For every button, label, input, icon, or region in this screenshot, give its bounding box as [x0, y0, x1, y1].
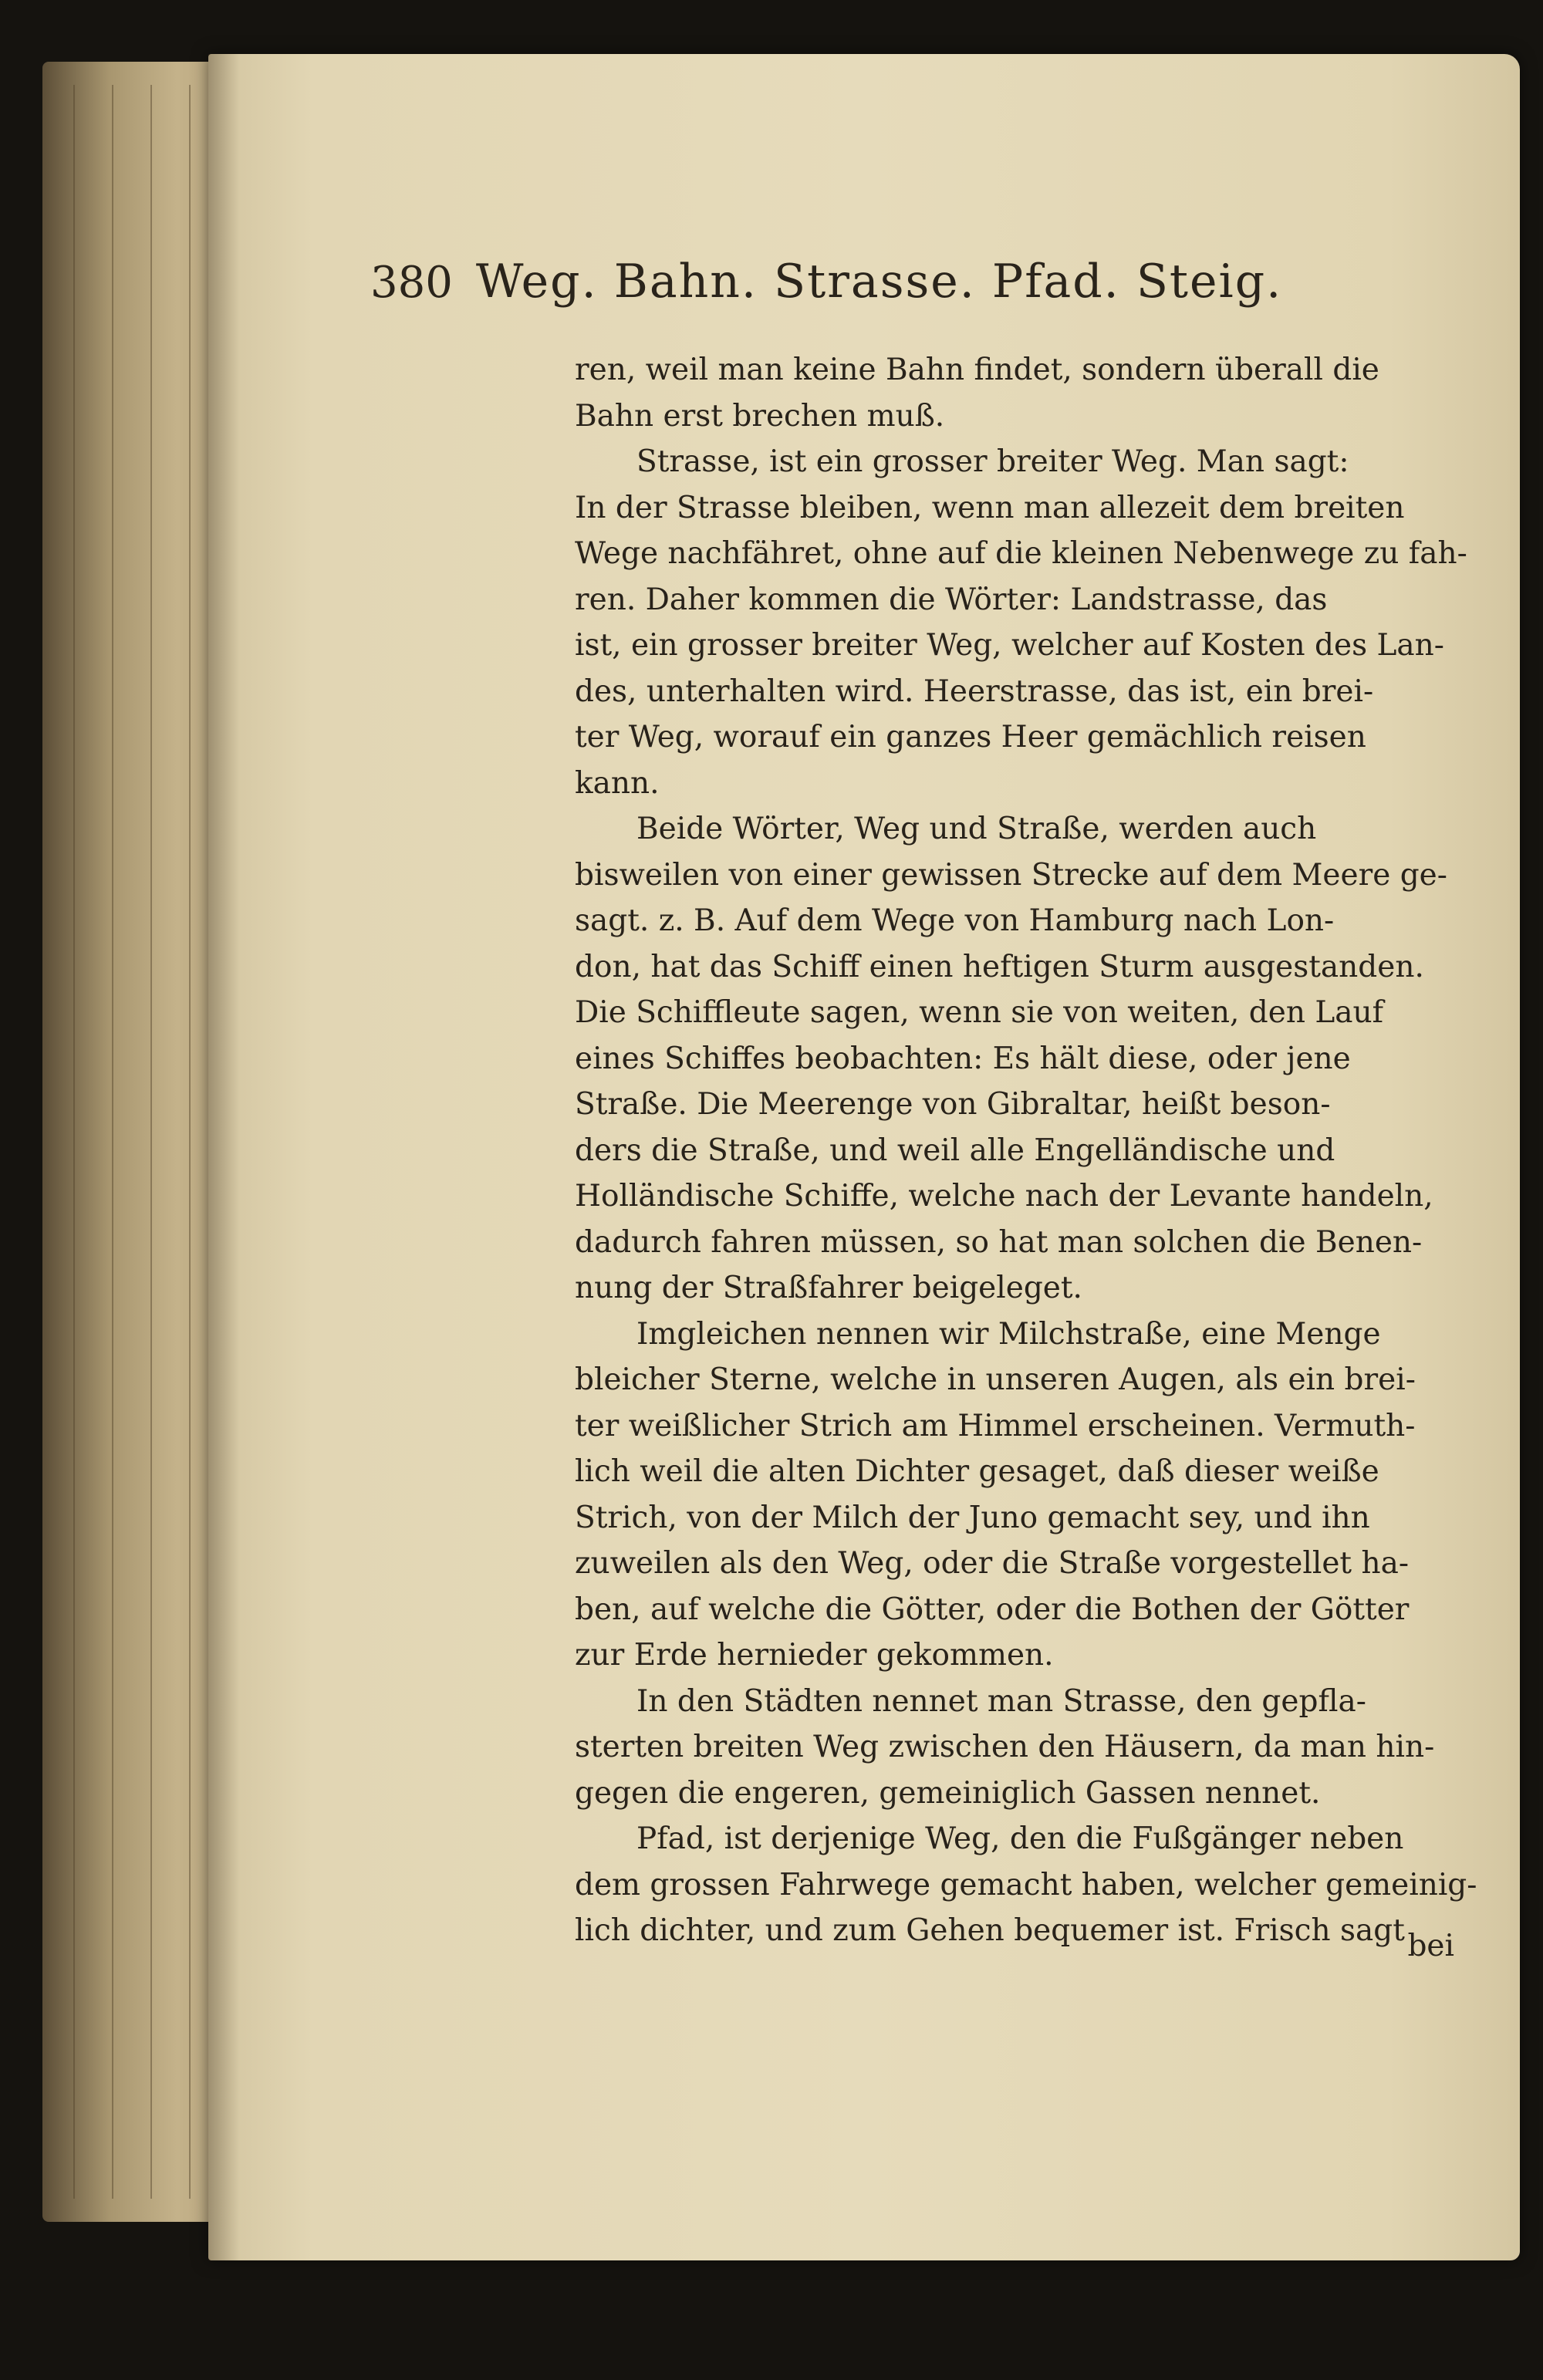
text-line: ren. Daher kommen die Wörter: Landstrasse, das	[575, 582, 1328, 617]
text-line: ben, auf welche die Götter, oder die Bothen der Götter	[575, 1592, 1410, 1627]
text-line: don, hat das Schiff einen heftigen Sturm ausgestanden.	[575, 949, 1424, 984]
text-line: sagt. z. B. Auf dem Wege von Hamburg nach Lon-	[575, 903, 1335, 938]
body-text	[575, 347, 1477, 2044]
text-line: lich dichter, und zum Gehen bequemer ist. Frisch sagt	[575, 1913, 1405, 1948]
text-line: Holländische Schiffe, welche nach der Levante handeln,	[575, 1179, 1433, 1214]
page-header	[370, 255, 1450, 324]
text-line: lich weil die alten Dichter gesaget, daß dieser weiße	[575, 1454, 1379, 1489]
text-line: des, unterhalten wird. Heerstrasse, das ist, ein brei-	[575, 673, 1374, 709]
text-line: zur Erde hernieder gekommen.	[575, 1638, 1054, 1673]
text-line: Strich, von der Milch der Juno gemacht sey, und ihn	[575, 1500, 1370, 1535]
text-line: ter Weg, worauf ein ganzes Heer gemächlich reisen	[575, 720, 1366, 755]
text-line: bleicher Sterne, welche in unseren Augen, als ein brei-	[575, 1362, 1416, 1397]
text-line: kann.	[575, 765, 660, 801]
text-line: Straße. Die Meerenge von Gibraltar, heißt beson-	[575, 1087, 1331, 1122]
text-line: Strasse, ist ein grosser breiter Weg. Man sagt:	[636, 444, 1349, 479]
text-line: Bahn erst brechen muß.	[575, 398, 945, 434]
text-line: dem grossen Fahrwege gemacht haben, welcher gemeinig-	[575, 1867, 1477, 1902]
running-title: Weg. Bahn. Strasse. Pfad. Steig.	[475, 255, 1283, 309]
text-line: Wege nachfähret, ohne auf die kleinen Nebenwege zu fah-	[575, 536, 1467, 571]
text-line: dadurch fahren müssen, so hat man solchen die Benen-	[575, 1224, 1423, 1260]
text-line: sterten breiten Weg zwischen den Häusern, da man hin-	[575, 1730, 1435, 1764]
text-line: In den Städten nennet man Strasse, den gepfla-	[636, 1683, 1366, 1719]
text-line: In der Strasse bleiben, wenn man allezeit dem breiten	[575, 490, 1405, 525]
text-line: Die Schiffleute sagen, wenn sie von weiten, den Lauf	[575, 995, 1384, 1030]
text-line: eines Schiffes beobachten: Es hält diese, oder jene	[575, 1041, 1351, 1076]
text-line: ist, ein grosser breiter Weg, welcher auf Kosten des Lan-	[575, 628, 1444, 663]
text-line: ren, weil man keine Bahn findet, sondern überall die	[575, 353, 1379, 387]
text-line: zuweilen als den Weg, oder die Straße vorgestellet ha-	[575, 1546, 1410, 1581]
text-line: Pfad, ist derjenige Weg, den die Fußgänger neben	[636, 1821, 1404, 1856]
catchword: bei	[1407, 1929, 1454, 1963]
text-line: nung der Straßfahrer beigeleget.	[575, 1271, 1082, 1305]
text-line: Imgleichen nennen wir Milchstraße, eine Menge	[636, 1316, 1381, 1352]
text-line: bisweilen von einer gewissen Strecke auf dem Meere ge-	[575, 857, 1447, 893]
text-line: ders die Straße, und weil alle Engelländische und	[575, 1133, 1335, 1168]
text-line: ter weißlicher Strich am Himmel erscheinen. Vermuth-	[575, 1408, 1416, 1443]
text-line: gegen die engeren, gemeiniglich Gassen nennet.	[575, 1775, 1321, 1811]
text-line: Beide Wörter, Weg und Straße, werden auch	[636, 812, 1317, 846]
page-number: 380	[370, 258, 453, 308]
spine-shadow	[208, 54, 239, 2260]
